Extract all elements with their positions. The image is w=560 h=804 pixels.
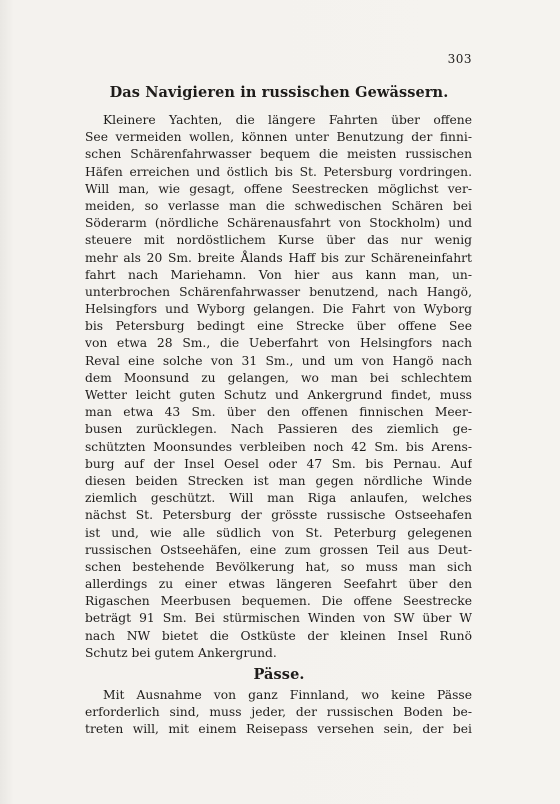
page-number: 303 <box>447 52 472 66</box>
text-line: allerdings zu einer etwas längeren Seefahrt über den <box>85 577 472 592</box>
text-line: Reval eine solche von 31 Sm., und um von Hangö nach <box>85 353 472 368</box>
text-line: nächst St. Petersburg der grösste russische Ostseehafen <box>85 508 472 523</box>
text-line: Söderarm (nördliche Schärenausfahrt von Stockholm) und <box>85 216 472 231</box>
text-line: schen bestehende Bevölkerung hat, so muss man sich <box>85 559 472 574</box>
section-body-passports <box>85 687 472 739</box>
section-heading-navigation: Das Navigieren in russischen Gewässern. <box>109 84 449 101</box>
text-line: Rigaschen Meerbusen bequemen. Die offene Seestrecke <box>85 594 472 609</box>
text-line: russischen Ostseehäfen, eine zum grossen Teil aus Deut- <box>85 542 472 557</box>
text-line: Will man, wie gesagt, offene Seestrecken möglichst ver- <box>85 181 472 196</box>
text-line: meiden, so verlasse man die schwedischen Schären bei <box>85 198 472 213</box>
section-heading-passports: Pässe. <box>253 666 305 683</box>
text-line: burg auf der Insel Oesel oder 47 Sm. bis Pernau. Auf <box>85 456 472 471</box>
text-line: Mit Ausnahme von ganz Finnland, wo keine Pässe <box>103 688 472 702</box>
text-line: diesen beiden Strecken ist man gegen nördliche Winde <box>85 473 472 488</box>
text-line: nach NW bietet die Ostküste der kleinen Insel Runö <box>85 628 472 643</box>
text-line: beträgt 91 Sm. Bei stürmischen Winden von SW über W <box>85 611 472 626</box>
text-line: schützten Moonsundes verbleiben noch 42 Sm. bis Arens- <box>85 439 472 454</box>
text-line: fahrt nach Mariehamn. Von hier aus kann man, un- <box>85 267 472 282</box>
text-line: von etwa 28 Sm., die Ueberfahrt von Helsingfors nach <box>85 336 472 351</box>
text-line: bis Petersburg bedingt eine Strecke über offene See <box>85 319 472 334</box>
section-body-navigation <box>85 112 472 662</box>
text-line: ziemlich geschützt. Will man Riga anlaufen, welches <box>85 491 472 506</box>
text-line: Häfen erreichen und östlich bis St. Petersburg vordringen. <box>85 164 472 179</box>
text-line: Wetter leicht guten Schutz und Ankergrund findet, muss <box>85 388 472 402</box>
text-line: treten will, mit einem Reisepass versehen sein, der bei <box>85 722 472 737</box>
text-line: unterbrochen Schärenfahrwasser benutzend, nach Hangö, <box>85 284 472 299</box>
text-line: Schutz bei gutem Ankergrund. <box>85 645 277 660</box>
text-line: erforderlich sind, muss jeder, der russischen Boden be- <box>85 705 472 720</box>
text-line: dem Moonsund zu gelangen, wo man bei schlechtem <box>85 370 472 385</box>
text-line: See vermeiden wollen, können unter Benutzung der finni- <box>85 130 472 145</box>
text-line: man etwa 43 Sm. über den offenen finnischen Meer- <box>85 405 472 420</box>
text-line: steuere mit nordöstlichem Kurse über das nur wenig <box>85 233 472 248</box>
text-line: busen zurücklegen. Nach Passieren des ziemlich ge- <box>85 422 472 437</box>
text-line: schen Schärenfahrwasser bequem die meisten russischen <box>85 147 472 162</box>
text-line: Kleinere Yachten, die längere Fahrten über offene <box>103 113 472 127</box>
text-line: Helsingfors und Wyborg gelangen. Die Fahrt von Wyborg <box>85 302 472 317</box>
text-line: ist und, wie alle südlich von St. Peterburg gelegenen <box>85 525 472 540</box>
text-line: mehr als 20 Sm. breite Ålands Haff bis zur Schäreneinfahrt <box>85 250 472 265</box>
